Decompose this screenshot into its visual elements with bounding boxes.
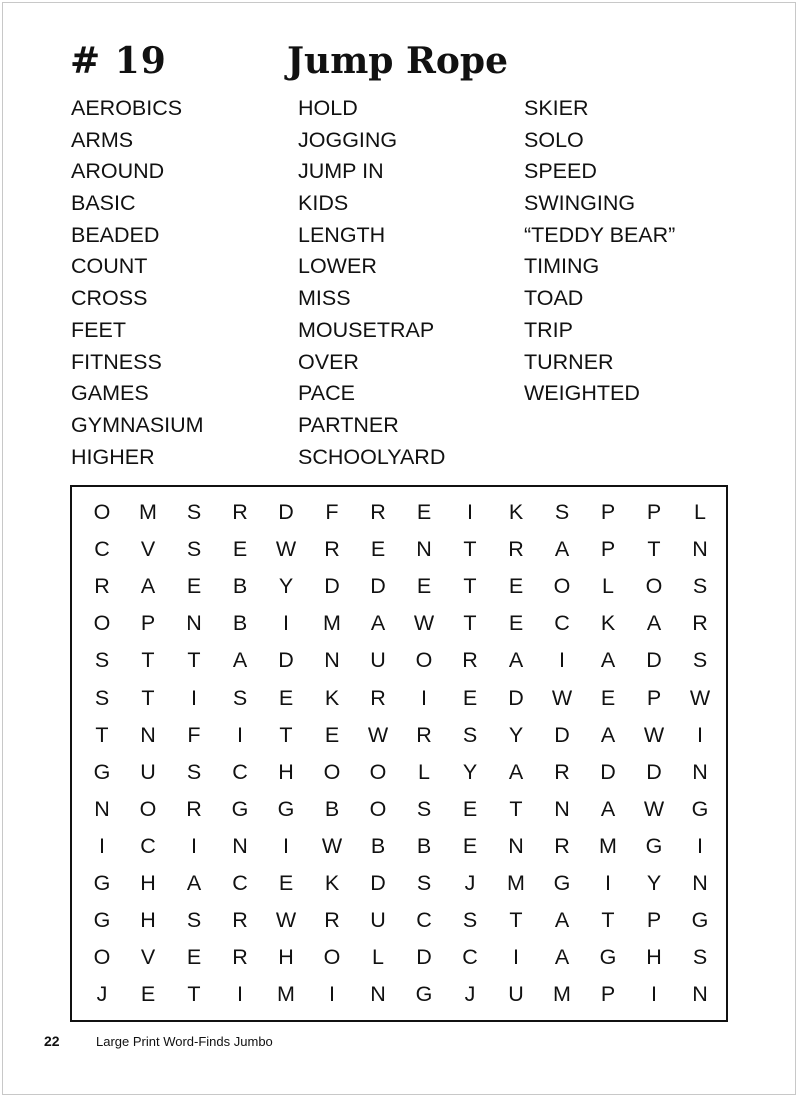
grid-letter[interactable]: R <box>324 537 340 562</box>
word-item: KIDS <box>298 191 349 216</box>
grid-letter[interactable]: W <box>643 722 665 747</box>
grid-letter[interactable]: T <box>141 685 155 710</box>
grid-letter[interactable]: S <box>232 685 248 710</box>
grid-letter[interactable]: K <box>600 611 616 636</box>
grid-letter[interactable]: G <box>93 759 111 784</box>
grid-letter[interactable]: G <box>231 796 249 821</box>
grid-letter[interactable]: N <box>692 871 708 895</box>
grid-letter[interactable]: N <box>554 796 570 821</box>
grid-letter[interactable]: E <box>462 833 478 858</box>
grid-letter[interactable]: A <box>554 945 570 970</box>
grid-letter[interactable]: D <box>370 574 386 599</box>
grid-letter[interactable]: N <box>508 833 524 858</box>
grid-letter[interactable]: D <box>278 500 294 524</box>
grid-letter[interactable]: I <box>697 833 703 858</box>
grid-letter[interactable]: A <box>600 796 616 821</box>
grid-letter[interactable]: G <box>415 982 433 1007</box>
letter-grid <box>70 485 728 1022</box>
grid-letter[interactable]: N <box>232 833 248 858</box>
grid-letter[interactable]: D <box>646 759 662 784</box>
grid-letter[interactable]: I <box>283 611 289 636</box>
grid-letter[interactable]: R <box>554 759 570 784</box>
grid-letter[interactable]: J <box>464 982 476 1007</box>
grid-letter[interactable]: R <box>324 908 340 933</box>
grid-letter[interactable]: S <box>94 685 110 710</box>
grid-letter[interactable]: M <box>599 833 617 858</box>
grid-letter[interactable]: G <box>599 945 617 970</box>
grid-letter[interactable]: W <box>275 908 297 933</box>
grid-letter[interactable]: L <box>602 574 614 599</box>
grid-letter[interactable]: E <box>370 537 386 562</box>
grid-letter[interactable]: R <box>370 685 386 710</box>
grid-letter[interactable]: T <box>279 722 293 747</box>
grid-letter[interactable]: M <box>277 982 295 1007</box>
grid-letter[interactable]: P <box>600 982 616 1007</box>
grid-letter[interactable]: Y <box>278 574 294 599</box>
grid-letter[interactable]: A <box>554 537 570 562</box>
grid-letter[interactable]: W <box>275 537 297 562</box>
grid-letter[interactable]: E <box>232 537 248 562</box>
grid-letter[interactable]: O <box>369 759 387 784</box>
grid-letter[interactable]: R <box>232 945 248 970</box>
grid-letter[interactable]: H <box>646 945 662 970</box>
word-item: TURNER <box>524 349 614 374</box>
grid-letter[interactable]: O <box>645 574 663 599</box>
grid-letter[interactable]: S <box>94 648 110 673</box>
word-item: WEIGHTED <box>524 381 640 406</box>
grid-letter[interactable]: G <box>277 796 295 821</box>
puzzle-number: # 19 <box>70 40 167 82</box>
grid-letter[interactable]: N <box>370 982 386 1007</box>
grid-letter[interactable]: R <box>554 833 570 858</box>
grid-letter[interactable]: E <box>600 685 616 710</box>
word-item: SWINGING <box>524 191 636 216</box>
grid-letter[interactable]: O <box>369 796 387 821</box>
grid-letter[interactable]: W <box>413 611 435 636</box>
word-item: HIGHER <box>71 444 155 469</box>
book-title: Large Print Word-Finds Jumbo <box>96 1034 273 1049</box>
grid-letter[interactable]: B <box>232 611 248 636</box>
word-item: GAMES <box>71 381 149 406</box>
grid-letter[interactable]: D <box>416 945 432 970</box>
puzzle-title: Jump Rope <box>287 40 509 82</box>
grid-letter[interactable]: S <box>186 908 202 933</box>
grid-letter[interactable]: R <box>462 648 478 673</box>
grid-letter[interactable]: I <box>605 871 611 895</box>
word-item: HOLD <box>298 96 358 120</box>
grid-letter[interactable]: H <box>140 871 156 895</box>
grid-letter[interactable]: T <box>601 908 615 933</box>
grid-letter[interactable]: C <box>554 611 570 636</box>
grid-letter[interactable]: A <box>140 574 156 599</box>
grid-letter[interactable]: T <box>509 796 523 821</box>
grid-row <box>72 939 726 976</box>
grid-letter[interactable]: O <box>323 759 341 784</box>
grid-letter[interactable]: A <box>508 648 524 673</box>
grid-letter[interactable]: O <box>139 796 157 821</box>
grid-letter[interactable]: W <box>367 722 389 747</box>
grid-letter[interactable]: H <box>278 945 294 970</box>
word-item: SCHOOLYARD <box>298 444 446 469</box>
grid-letter[interactable]: R <box>232 500 248 524</box>
grid-letter[interactable]: G <box>691 908 709 933</box>
grid-letter[interactable]: A <box>646 611 662 636</box>
grid-row <box>72 865 726 902</box>
word-item: LENGTH <box>298 222 386 247</box>
grid-letter[interactable]: C <box>140 833 156 858</box>
grid-letter[interactable]: N <box>692 759 708 784</box>
word-item: AEROBICS <box>71 96 183 120</box>
word-item: JUMP IN <box>298 159 384 184</box>
grid-letter[interactable]: O <box>415 648 433 673</box>
grid-letter[interactable]: S <box>554 500 570 524</box>
grid-letter[interactable]: T <box>95 722 109 747</box>
grid-row <box>72 605 726 642</box>
grid-letter[interactable]: G <box>691 796 709 821</box>
grid-row <box>72 976 726 1013</box>
grid-letter[interactable]: A <box>554 908 570 933</box>
grid-letter[interactable]: E <box>462 685 478 710</box>
grid-letter[interactable]: W <box>643 796 665 821</box>
grid-letter[interactable]: M <box>553 982 571 1007</box>
grid-letter[interactable]: E <box>278 871 294 895</box>
grid-letter[interactable]: T <box>509 908 523 933</box>
grid-letter[interactable]: S <box>186 537 202 562</box>
grid-letter[interactable]: Y <box>646 871 662 895</box>
grid-letter[interactable]: E <box>324 722 340 747</box>
grid-letter[interactable]: B <box>232 574 248 599</box>
grid-letter[interactable]: B <box>324 796 340 821</box>
grid-letter[interactable]: D <box>324 574 340 599</box>
grid-letter[interactable]: R <box>232 908 248 933</box>
grid-row <box>72 828 726 865</box>
word-item: SOLO <box>524 127 584 152</box>
grid-letter[interactable]: O <box>93 500 111 524</box>
grid-letter[interactable]: N <box>140 722 156 747</box>
grid-letter[interactable]: W <box>321 833 343 858</box>
grid-letter[interactable]: J <box>464 871 476 895</box>
grid-letter[interactable]: G <box>645 833 663 858</box>
page-number: 22 <box>44 1033 60 1049</box>
grid-letter[interactable]: F <box>187 722 201 747</box>
grid-letter[interactable]: G <box>553 871 571 895</box>
grid-letter[interactable]: M <box>139 500 157 524</box>
grid-letter[interactable]: H <box>278 759 294 784</box>
grid-letter[interactable]: U <box>508 982 524 1007</box>
grid-letter[interactable]: I <box>283 833 289 858</box>
grid-letter[interactable]: S <box>692 945 708 970</box>
grid-letter[interactable]: S <box>186 759 202 784</box>
grid-letter[interactable]: I <box>191 685 197 710</box>
grid-letter[interactable]: C <box>232 871 248 895</box>
grid-letter[interactable]: I <box>513 945 519 970</box>
word-item: SKIER <box>524 96 589 120</box>
grid-letter[interactable]: N <box>692 537 708 562</box>
grid-letter[interactable]: L <box>694 500 706 524</box>
grid-letter[interactable]: I <box>191 833 197 858</box>
grid-letter[interactable]: P <box>646 908 662 933</box>
grid-letter[interactable]: E <box>416 574 432 599</box>
grid-letter[interactable]: E <box>508 574 524 599</box>
grid-letter[interactable]: S <box>186 500 202 524</box>
word-list-column-2 <box>298 93 445 473</box>
grid-letter[interactable]: N <box>186 611 202 636</box>
grid-letter[interactable]: W <box>689 685 711 710</box>
word-item: AROUND <box>71 159 165 184</box>
grid-letter[interactable]: N <box>692 982 708 1007</box>
grid-letter[interactable]: G <box>93 908 111 933</box>
grid-letter[interactable]: E <box>508 611 524 636</box>
grid-letter[interactable]: O <box>553 574 571 599</box>
word-item: OVER <box>298 349 359 374</box>
grid-letter[interactable]: P <box>600 500 616 524</box>
word-item: GYMNASIUM <box>71 412 204 437</box>
grid-row <box>72 680 726 717</box>
grid-letter[interactable]: T <box>463 611 477 636</box>
grid-letter[interactable]: M <box>507 871 525 895</box>
word-item: ARMS <box>71 127 134 152</box>
grid-letter[interactable]: R <box>416 722 432 747</box>
grid-letter[interactable]: D <box>370 871 386 895</box>
grid-letter[interactable]: K <box>324 685 340 710</box>
word-item: COUNT <box>71 254 148 279</box>
grid-letter[interactable]: E <box>186 945 202 970</box>
grid-letter[interactable]: A <box>600 648 616 673</box>
grid-row <box>72 642 726 679</box>
word-item: CROSS <box>71 286 148 311</box>
grid-row <box>72 791 726 828</box>
word-item: JOGGING <box>298 127 398 152</box>
grid-letter[interactable]: F <box>325 500 339 524</box>
grid-letter[interactable]: R <box>186 796 202 821</box>
grid-letter[interactable]: I <box>99 833 105 858</box>
grid-letter[interactable]: A <box>370 611 386 636</box>
grid-letter[interactable]: P <box>646 685 662 710</box>
word-list-column-1 <box>71 93 204 473</box>
grid-letter[interactable]: S <box>462 908 478 933</box>
grid-letter[interactable]: S <box>692 648 708 673</box>
grid-letter[interactable]: I <box>421 685 427 710</box>
grid-letter[interactable]: R <box>370 500 386 524</box>
grid-letter[interactable]: D <box>600 759 616 784</box>
grid-letter[interactable]: B <box>370 833 386 858</box>
grid-letter[interactable]: D <box>646 648 662 673</box>
word-item: MOUSETRAP <box>298 317 435 342</box>
grid-letter[interactable]: J <box>96 982 108 1007</box>
grid-letter[interactable]: R <box>692 611 708 636</box>
word-list-column-3 <box>524 93 675 410</box>
grid-letter[interactable]: L <box>372 945 384 970</box>
word-item: TOAD <box>524 286 584 311</box>
grid-letter[interactable]: A <box>232 648 248 673</box>
grid-letter[interactable]: I <box>559 648 565 673</box>
grid-letter[interactable]: S <box>462 722 478 747</box>
grid-letter[interactable]: R <box>508 537 524 562</box>
word-item: LOWER <box>298 254 377 279</box>
grid-row <box>72 568 726 605</box>
word-item: TRIP <box>524 317 573 342</box>
grid-letter[interactable]: T <box>463 574 477 599</box>
grid-letter[interactable]: I <box>467 500 473 524</box>
word-item: PACE <box>298 381 355 406</box>
grid-letter[interactable]: C <box>94 537 110 562</box>
word-item: FITNESS <box>71 349 162 374</box>
word-item: TIMING <box>524 254 600 279</box>
grid-letter[interactable]: I <box>697 722 703 747</box>
grid-letter[interactable]: O <box>323 945 341 970</box>
grid-letter[interactable]: V <box>140 537 156 562</box>
grid-letter[interactable]: S <box>416 796 432 821</box>
grid-letter[interactable]: O <box>93 945 111 970</box>
grid-letter[interactable]: I <box>237 722 243 747</box>
grid-letter[interactable]: A <box>186 871 202 895</box>
grid-letter[interactable]: E <box>278 685 294 710</box>
grid-letter[interactable]: D <box>554 722 570 747</box>
grid-letter[interactable]: S <box>416 871 432 895</box>
grid-letter[interactable]: R <box>94 574 110 599</box>
word-item: BASIC <box>71 191 136 216</box>
grid-letter[interactable]: W <box>551 685 573 710</box>
grid-letter[interactable]: T <box>141 648 155 673</box>
grid-letter[interactable]: N <box>416 537 432 562</box>
word-item: SPEED <box>524 159 597 184</box>
grid-row <box>72 494 726 531</box>
grid-letter[interactable]: V <box>140 945 156 970</box>
word-item: FEET <box>71 317 126 342</box>
grid-letter[interactable]: E <box>462 796 478 821</box>
grid-letter[interactable]: K <box>324 871 340 895</box>
word-item: BEADED <box>71 222 160 247</box>
grid-letter[interactable]: N <box>324 648 340 673</box>
grid-row <box>72 717 726 754</box>
grid-letter[interactable]: N <box>94 796 110 821</box>
grid-letter[interactable]: C <box>416 908 432 933</box>
grid-letter[interactable]: P <box>646 500 662 524</box>
grid-letter[interactable]: H <box>140 908 156 933</box>
grid-row <box>72 531 726 568</box>
grid-letter[interactable]: P <box>140 611 156 636</box>
grid-letter[interactable]: A <box>600 722 616 747</box>
grid-letter[interactable]: C <box>232 759 248 784</box>
grid-letter[interactable]: I <box>651 982 657 1007</box>
grid-letter[interactable]: E <box>140 982 156 1007</box>
grid-letter[interactable]: P <box>600 537 616 562</box>
grid-letter[interactable]: U <box>140 759 156 784</box>
grid-letter[interactable]: E <box>416 500 432 524</box>
grid-letter[interactable]: M <box>323 611 341 636</box>
grid-letter[interactable]: C <box>462 945 478 970</box>
grid-letter[interactable]: L <box>418 759 430 784</box>
word-item: PARTNER <box>298 412 399 437</box>
grid-letter[interactable]: T <box>187 982 201 1007</box>
word-item: MISS <box>298 286 351 311</box>
grid-letter[interactable]: S <box>692 574 708 599</box>
word-item: “TEDDY BEAR” <box>524 222 676 247</box>
grid-letter[interactable]: U <box>370 908 386 933</box>
grid-row <box>72 902 726 939</box>
grid-row <box>72 754 726 791</box>
grid-letter[interactable]: U <box>370 648 386 673</box>
grid-letter[interactable]: Y <box>508 722 524 747</box>
grid-letter[interactable]: O <box>93 611 111 636</box>
grid-letter[interactable]: G <box>93 871 111 895</box>
grid-letter[interactable]: B <box>416 833 432 858</box>
grid-letter[interactable]: A <box>508 759 524 784</box>
grid-letter[interactable]: E <box>186 574 202 599</box>
grid-letter[interactable]: T <box>463 537 477 562</box>
grid-letter[interactable]: K <box>508 500 524 524</box>
grid-letter[interactable]: T <box>187 648 201 673</box>
grid-letter[interactable]: I <box>329 982 335 1007</box>
grid-letter[interactable]: I <box>237 982 243 1007</box>
grid-letter[interactable]: D <box>508 685 524 710</box>
grid-letter[interactable]: T <box>647 537 661 562</box>
grid-letter[interactable]: Y <box>462 759 478 784</box>
grid-letter[interactable]: D <box>278 648 294 673</box>
